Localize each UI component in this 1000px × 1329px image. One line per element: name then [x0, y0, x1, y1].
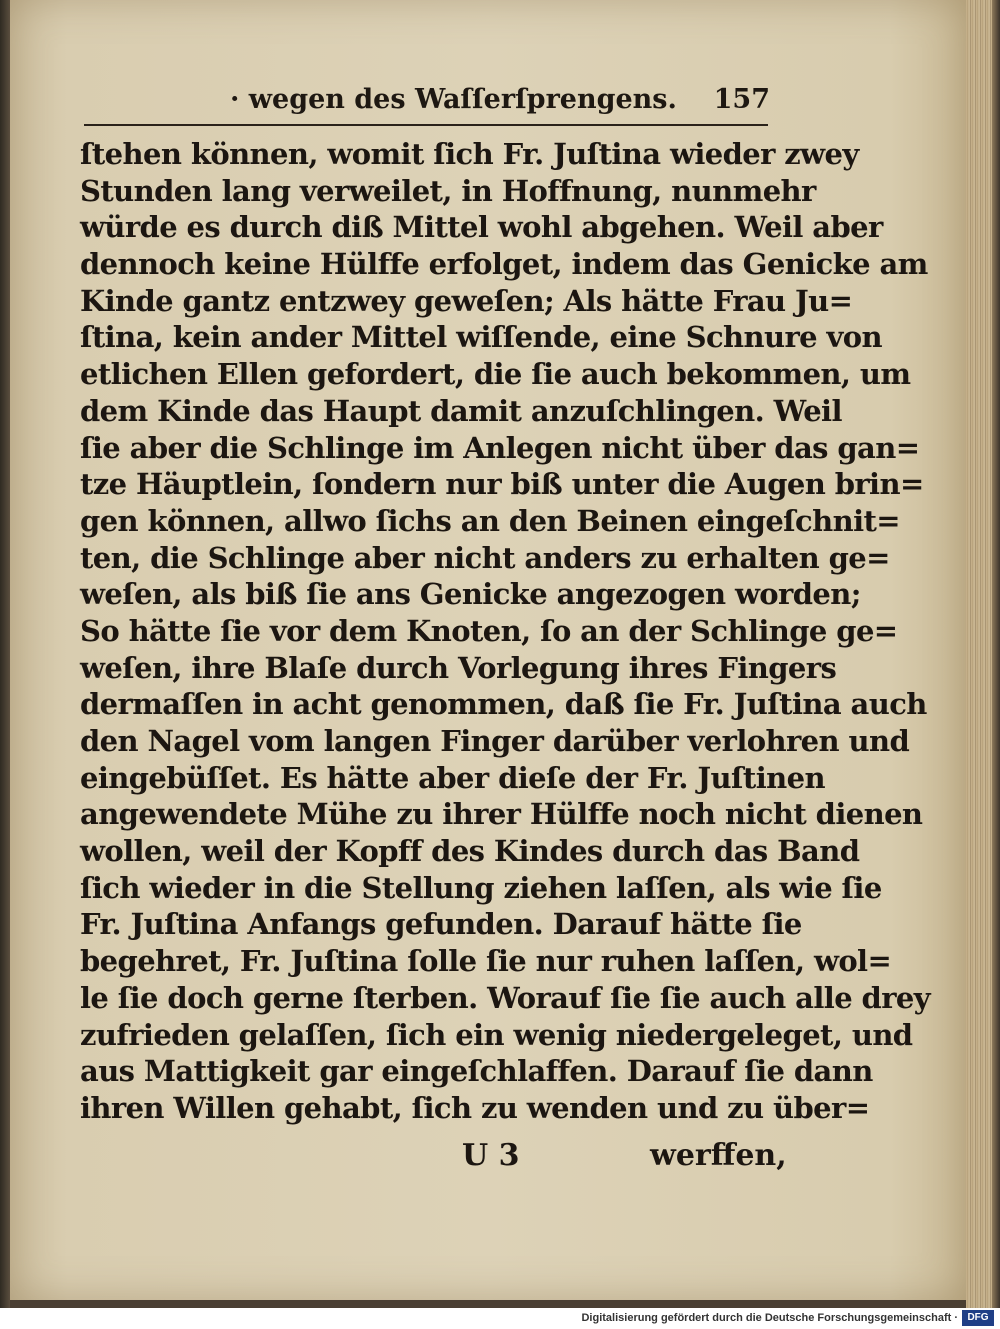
text-line: dermaſſen in acht genommen, daß ſie Fr. Juſtina auch	[80, 687, 927, 722]
text-line: So hätte ſie vor dem Knoten, ſo an der Schlinge ge=	[80, 613, 898, 648]
text-line: le ſie doch gerne ſterben. Worauf ſie ſie auch alle drey	[80, 980, 930, 1015]
text-line: tze Häuptlein, ſondern nur biß unter die Augen brin=	[80, 467, 924, 502]
running-title: · wegen des Waſſerſprengens.	[230, 84, 677, 115]
header-rule	[84, 124, 768, 126]
dfg-logo-icon[interactable]: DFG	[962, 1310, 994, 1326]
text-line: ſich wieder in die Stellung ziehen laſſen, als wie ſie	[80, 870, 882, 905]
text-line: begehret, Fr. Juſtina ſolle ſie nur ruhen laſſen, wol=	[80, 944, 892, 979]
text-line: dennoch keine Hülffe erfolget, indem das Genicke am	[80, 247, 928, 282]
text-line: eingebüſſet. Es hätte aber dieſe der Fr. Juſtinen	[80, 760, 825, 795]
text-line: Fr. Juſtina Anfangs gefunden. Darauf hätte ſie	[80, 907, 802, 942]
text-line: gen können, allwo ſichs an den Beinen eingeſchnit=	[80, 503, 900, 538]
catchword: werffen,	[650, 1138, 787, 1173]
text-line: etlichen Ellen gefordert, die ſie auch bekommen, um	[80, 357, 911, 392]
body-text	[80, 136, 930, 1127]
text-line: wollen, weil der Kopff des Kindes durch das Band	[80, 834, 860, 869]
text-line: weſen, ihre Blaſe durch Vorlegung ihres Fingers	[80, 650, 837, 685]
text-line: weſen, als biß ſie ans Genicke angezogen worden;	[80, 577, 861, 612]
text-line: den Nagel vom langen Finger darüber verlohren und	[80, 724, 910, 758]
running-head	[230, 84, 770, 120]
page-fore-edge	[966, 0, 1000, 1308]
text-line: ten, die Schlinge aber nicht anders zu erhalten ge=	[80, 540, 890, 575]
text-line: zufrieden gelaſſen, ſich ein wenig niedergeleget, und	[80, 1017, 913, 1052]
text-line: ſie aber die Schlinge im Anlegen nicht über das gan=	[80, 430, 920, 465]
text-line: würde es durch diß Mittel wohl abgehen. Weil aber	[80, 210, 883, 245]
text-line: Stunden lang verweilet, in Hoffnung, nunmehr	[80, 173, 816, 208]
funding-text: Digitalisierung gefördert durch die Deutsche Forschungsgemeinschaft ·	[581, 1312, 958, 1324]
text-line: ſtehen können, womit ſich Fr. Juſtina wieder zwey	[80, 137, 859, 171]
text-line: Kinde gantz entzwey geweſen; Als hätte Frau Ju=	[80, 283, 853, 318]
page-number: 157	[713, 84, 770, 115]
funding-banner	[0, 1308, 1000, 1329]
text-line: ſtina, kein ander Mittel wiſſende, eine Schnure von	[80, 320, 882, 355]
signature-mark: U 3	[462, 1138, 520, 1173]
book-spine	[0, 0, 10, 1308]
page-footer	[0, 1138, 1000, 1178]
text-line: aus Mattigkeit gar eingeſchlaffen. Darauf ſie dann	[80, 1054, 873, 1089]
text-line: angewendete Mühe zu ihrer Hülffe noch nicht dienen	[80, 797, 923, 832]
text-line: ihren Willen gehabt, ſich zu wenden und zu über=	[80, 1090, 870, 1125]
text-line: dem Kinde das Haupt damit anzuſchlingen. Weil	[80, 393, 842, 428]
